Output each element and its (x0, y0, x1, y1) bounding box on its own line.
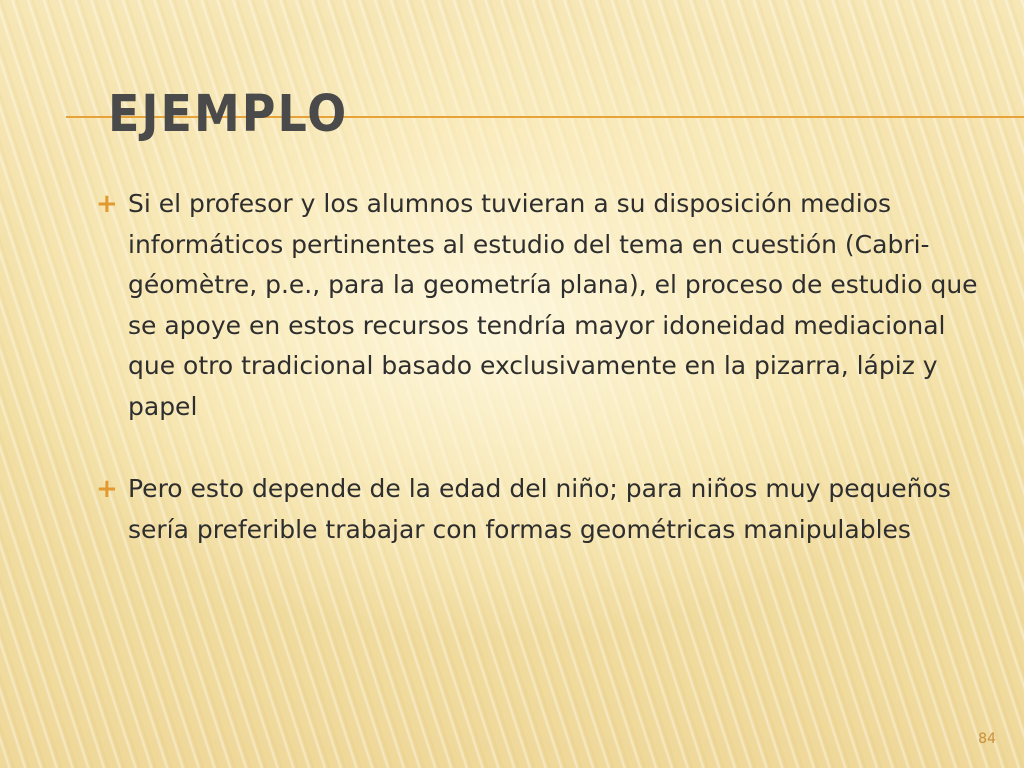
bullet-text: Pero esto depende de la edad del niño; para niños muy pequeños sería preferible trabajar con formas geométricas manipulables (128, 474, 951, 544)
bullet-item (96, 469, 996, 550)
bullet-list (96, 184, 996, 592)
bullet-item (96, 184, 996, 427)
page-number: 84 (978, 731, 996, 747)
slide-title: EJEMPLO (108, 83, 349, 143)
plus-bullet-icon: + (96, 189, 118, 219)
bullet-text: Si el profesor y los alumnos tuvieran a su disposición medios informáticos pertinentes al estudio del tema en cuestión (Cabri-géomètre, p.e., para la geometría plana), el proceso de estudio que se apoye en estos recursos tendría mayor idoneidad mediacional que otro tradicional basado exclusivamente en la pizarra, lápiz y papel (128, 189, 978, 421)
plus-bullet-icon: + (96, 474, 118, 504)
